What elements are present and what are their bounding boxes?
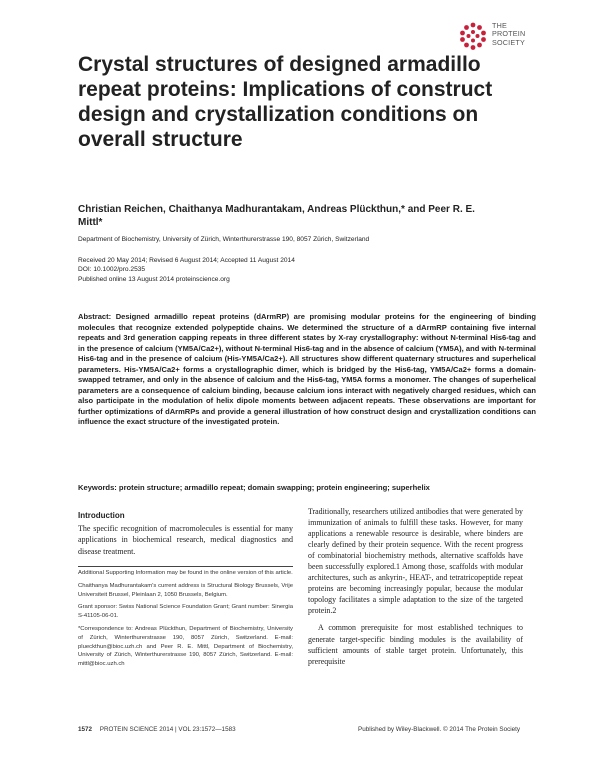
keywords: Keywords: protein structure; armadillo repeat; domain swapping; protein engineering; superhelix — [78, 483, 430, 492]
footnote: Additional Supporting Information may be found in the online version of this article. — [78, 570, 293, 576]
published-online: Published online 13 August 2014 proteinscience.org — [78, 275, 230, 283]
received-dates: Received 20 May 2014; Revised 6 August 2014; Accepted 11 August 2014 — [78, 257, 295, 264]
logo-text-line2: PROTEIN — [492, 29, 526, 39]
body-paragraph: Traditionally, researchers utilized antibodies that were generated by immunization of animals to fulfill these tasks. However, for many applications a renewable resource is desirable, where binders are clearly defined by their protein sequence. With the recent progress of combinatorial biochemistry methods, alternative scaffolds have been successfully explored.1 Among those, scaffolds with modular architectures, such as ankyrin-, HEAT-, and tetratricopeptide repeat proteins are becoming increasingly popular, because the modular topology facilitates a simple adaptation to the size of the targeted protein.2 — [308, 507, 523, 616]
publisher-notice: Published by Wiley-Blackwell. © 2014 The Protein Society — [358, 726, 521, 733]
protein-society-logo-icon — [458, 21, 488, 51]
affiliation: Department of Biochemistry, University of Zürich, Winterthurerstrasse 190, 8057 Zürich, Switzerland — [78, 236, 370, 243]
abstract: Abstract: Designed armadillo repeat proteins (dArmRP) are promising modular proteins for the engineering of binding molecules that recognize extended polypeptide chains. We determined the structure of a dArmRP containing five internal repeats and 3rd generation capping repeats in three different states by X-ray crystallography: without N-terminal His6-tag and in the presence of calcium (YM5A/Ca2+), without N-terminal His6-tag and in the absence of calcium (YM5A), and with N-terminal His6-tag and in the presence of calcium (His-YM5A/Ca2+). All structures show different quaternary structures and superhelical parameters. His-YM5A/Ca2+ forms a crystallographic dimer, which is bridged by the His6-tag, YM5A/Ca2+ forms a domain-swapped tetramer, and only in the absence of calcium and the His6-tag, YM5A forms a monomer. The changes of superhelical parameters are a consequence of calcium binding, because calcium ions interact with negatively charged residues, which can also participate in the modulation of helix dipole moments between adjacent repeats. These observations are important for further optimizations of dArmRPs and provide a general illustration of how construct design and crystallization conditions can influence the exact structure of the investigated protein. — [78, 312, 536, 427]
footnotes — [78, 569, 293, 673]
footnote-divider — [78, 566, 293, 567]
footnote: Chaithanya Madhurantakam's current address is Structural Biology Brussels, Vrije Universiteit Brussel, Pleinlaan 2, 1050 Brussels, Belgium. — [78, 582, 293, 598]
footnote: Grant sponsor: Swiss National Science Foundation Grant; Grant number: Sinergia S-41105-06-01. — [78, 604, 293, 620]
author-list: Christian Reichen, Chaithanya Madhurantakam, Andreas Plückthun,* and Peer R. E. Mittl* — [78, 204, 475, 228]
logo-text-line3: SOCIETY — [492, 37, 525, 47]
journal-citation: PROTEIN SCIENCE 2014 | VOL 23:1572—1583 — [99, 726, 236, 733]
right-column — [308, 506, 523, 667]
introduction-heading: Introduction — [78, 511, 125, 520]
introduction-paragraph: The specific recognition of macromolecules is essential for many applications in biochemical research, medical diagnostics and disease treatment. — [78, 524, 293, 556]
article-title: Crystal structures of designed armadillo repeat proteins: Implications of construct design and crystallization conditions on overall structure — [78, 53, 493, 151]
body-paragraph: A common prerequisite for most established techniques to generate target-specific binding modules is the availability of sufficient amounts of stable target protein. Unfortunately, this prerequisite — [308, 623, 523, 666]
doi: DOI: 10.1002/pro.2535 — [78, 266, 146, 274]
protein-society-logo — [458, 20, 558, 54]
footnote: *Correspondence to: Andreas Plückthun, Department of Biochemistry, University of Zürich, Winterthurerstrasse 190, 8057 Zürich, Switzerland. E-mail: plueckthun@bioc.uzh.ch and Peer R. E. Mittl, Department of Biochemistry, University of Zürich, Winterthurerstrasse 190, 8057 Zürich, Switzerland. E-mail: mittl@bioc.uzh.ch — [78, 625, 293, 668]
logo-text-line1: THE — [492, 21, 507, 30]
publication-dates — [78, 256, 295, 284]
page-number: 1572 — [78, 726, 93, 733]
page-footer-left — [78, 726, 236, 733]
